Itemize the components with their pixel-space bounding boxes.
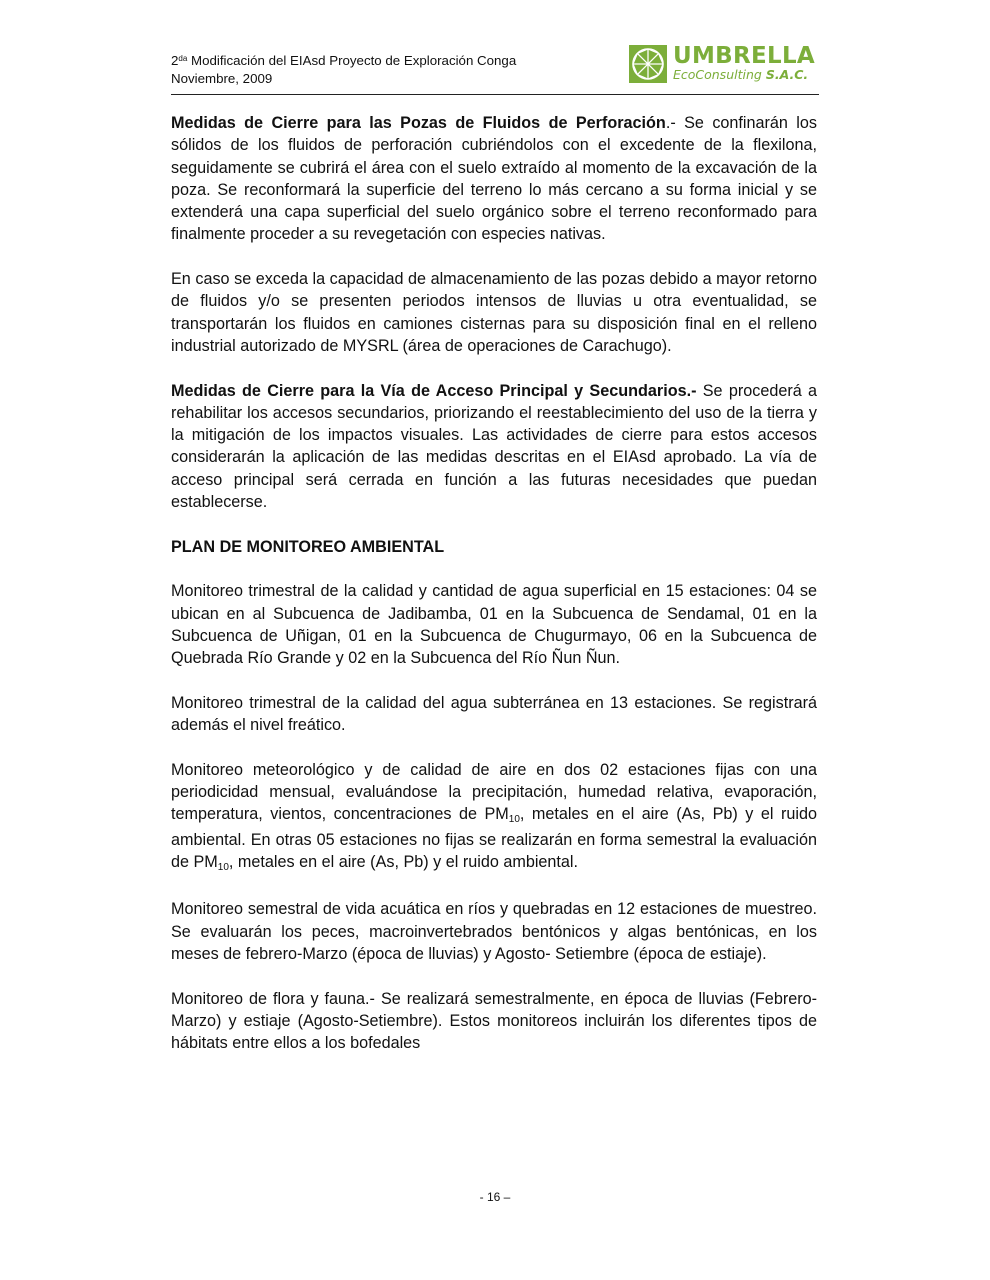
page-number: - 16 – [479, 1190, 511, 1204]
paragraph-pozas [171, 112, 817, 246]
logo-subtitle [673, 69, 815, 82]
header-title-text: Modificación del EIAsd Proyecto de Exploración Conga [187, 53, 517, 68]
paragraph-vias-text: Se procederá a rehabilitar los accesos secundarios, priorizando el reestablecimiento del uso de la tierra y la mitigación de los impactos visuales. Las actividades de cierre para estos accesos considerarán la aplicación de las medidas descritas en el EIAsd aprobado. La vía de acceso principal será cerrada en función a las futuras necesidades que puedan establecerse. [171, 381, 817, 512]
paragraph-pozas-title: Medidas de Cierre para las Pozas de Fluidos de Perforación [171, 114, 666, 132]
paragraph-flora-fauna: Monitoreo de flora y fauna.- Se realizará semestralmente, en época de lluvias (Febrero-Marzo) y estiaje (Agosto-Setiembre). Estos monitoreos incluirán los diferentes tipos de hábitats entre ellos a los bofedales [171, 989, 817, 1053]
paragraph-pozas-text: .- Se confinarán los sólidos de los fluidos de perforación cubriéndolos con el excedente de la flexilona, seguidamente se cubrirá el área con el suelo extraído al momento de la excavación de la poza. Se reconformará la superficie del terreno lo más cercano a su forma inicial y se extenderá una capa superficial del suelo orgánico sobre el terreno reconformado para finalmente proceder a su revegetación con especies nativas. [171, 114, 818, 244]
paragraph-agua-superficial: Monitoreo trimestral de la calidad y cantidad de agua superficial en 15 estaciones: 04 se ubican en al Subcuenca de Jadibamba, 01 en la Subcuenca de Sendamal, 01 en la Subcuenca de Uñigan, 01 en la Subcuenca de Chugurmayo, 06 en la Subcuenca de Quebrada Río Grande y 02 en la Subcuenca del Río Ñun Ñun. [171, 582, 817, 668]
logo-subtitle-bold: S.A.C. [765, 67, 809, 82]
header-title-line [171, 52, 516, 70]
paragraph-capacidad: En caso se exceda la capacidad de almacenamiento de las pozas debido a mayor retorno de fluidos y/o se presenten periodos intensos de lluvias u otra eventualidad, se transportarán los fluidos en camiones cisternas para su disposición final en el relleno industrial autorizado de MYSRL (área de operaciones de Carachugo). [171, 270, 817, 355]
paragraph-aire [171, 759, 817, 876]
header-date: Noviembre, 2009 [171, 71, 273, 86]
umbrella-logo [629, 45, 815, 85]
page-header [171, 44, 819, 95]
document-title [171, 52, 516, 88]
umbrella-logo-icon [629, 45, 667, 83]
logo-subtitle-text: EcoConsulting [672, 67, 766, 82]
edition-ordinal: da [178, 54, 188, 63]
paragraph-aire-part3: , metales en el aire (As, Pb) y el ruido ambiental. [228, 852, 579, 871]
paragraph-aire-part1: Monitoreo meteorológico y de calidad de aire en dos 02 estaciones fijas con una periodicidad mensual, evaluándose la precipitación, humedad relativa, evaporación, temperatura, vientos, concentraciones de PM [171, 760, 817, 824]
paragraph-vias-title: Medidas de Cierre para la Vía de Acceso Principal y Secundarios.- [171, 381, 697, 400]
paragraph-aire-part2: , metales en el aire (As, Pb) y el ruido ambiental. En otras 05 estaciones no fijas se realizarán en forma semestral la evaluación de PM [171, 805, 817, 871]
paragraph-vias [171, 380, 817, 514]
logo-text [673, 45, 815, 82]
pm10-subscript: 10 [508, 814, 520, 826]
paragraph-agua-subterranea: Monitoreo trimestral de la calidad del agua subterránea en 13 estaciones. Se registrará además el nivel freático. [171, 693, 817, 735]
paragraph-vida-acuatica: Monitoreo semestral de vida acuática en ríos y quebradas en 12 estaciones de muestreo. Se evaluarán los peces, macroinvertebrados bentónicos y algas bentónicas, en los meses de febrero-Marzo (época de lluvias) y Agosto- Setiembre (época de estiaje). [171, 900, 817, 963]
page-body [171, 112, 817, 1077]
logo-title: UMBRELLA [672, 43, 815, 69]
section-heading: PLAN DE MONITOREO AMBIENTAL [171, 537, 445, 556]
edition-number: 2 [171, 53, 179, 68]
pm10-subscript: 10 [217, 861, 229, 873]
